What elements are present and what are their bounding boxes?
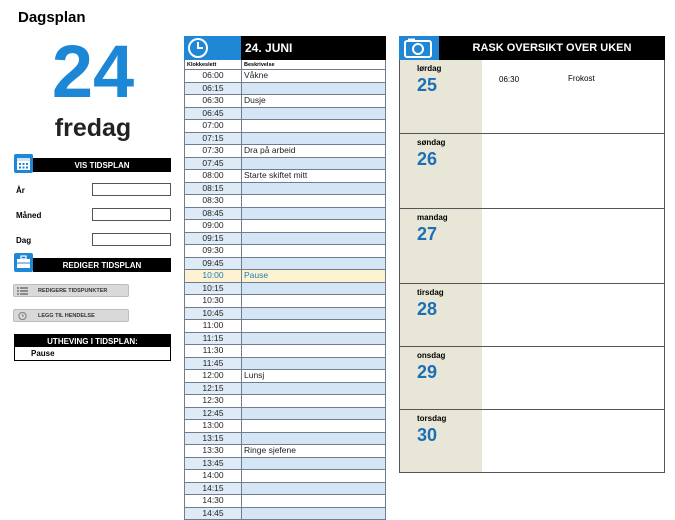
- day-name: lørdag: [417, 64, 442, 73]
- row-time: 07:30: [185, 145, 242, 157]
- table-row[interactable]: [184, 270, 386, 283]
- add-event-button[interactable]: [13, 309, 129, 322]
- row-description[interactable]: [242, 333, 385, 345]
- row-description[interactable]: Starte skiftet mitt: [244, 170, 308, 180]
- row-time: 13:15: [185, 433, 242, 445]
- row-time: 11:15: [185, 333, 242, 345]
- camera-icon: [399, 36, 439, 60]
- row-time: 09:30: [185, 245, 242, 257]
- table-row[interactable]: [184, 308, 386, 321]
- table-row[interactable]: [184, 170, 386, 183]
- table-row[interactable]: [184, 83, 386, 96]
- day-name: søndag: [417, 138, 446, 147]
- col-time-header: Klokkeslett: [185, 60, 242, 69]
- schedule-date: 24. JUNI: [245, 41, 293, 55]
- row-time: 14:15: [185, 483, 242, 495]
- table-row[interactable]: [184, 158, 386, 171]
- camera-icon-box: [399, 36, 439, 60]
- weekday-label: fredag: [54, 114, 132, 142]
- month-label: Måned: [16, 211, 42, 220]
- row-description[interactable]: [242, 458, 385, 470]
- row-description[interactable]: [242, 158, 385, 170]
- week-day-0[interactable]: [400, 60, 664, 134]
- table-row[interactable]: [184, 433, 386, 446]
- table-row[interactable]: [184, 470, 386, 483]
- clock-icon: [17, 312, 28, 320]
- row-description[interactable]: [242, 358, 385, 370]
- row-time: 08:45: [185, 208, 242, 220]
- row-time: 06:30: [185, 95, 242, 107]
- row-time: 12:15: [185, 383, 242, 395]
- year-label: År: [16, 186, 25, 195]
- table-row[interactable]: [184, 445, 386, 458]
- row-description[interactable]: [242, 83, 385, 95]
- table-row[interactable]: [184, 495, 386, 508]
- row-time: 14:30: [185, 495, 242, 507]
- row-time: 10:30: [185, 295, 242, 307]
- highlight-header: UTHEVING I TIDSPLAN:: [15, 335, 170, 347]
- event-description: Frokost: [568, 74, 595, 83]
- edit-times-label: REDIGERE TIDSPUNKTER: [38, 287, 108, 294]
- row-description[interactable]: [242, 233, 385, 245]
- row-description[interactable]: [242, 120, 385, 132]
- table-row[interactable]: [184, 370, 386, 383]
- edit-schedule-header: REDIGER TIDSPLAN: [33, 258, 171, 272]
- row-time: 10:45: [185, 308, 242, 320]
- row-description[interactable]: [242, 283, 385, 295]
- table-row[interactable]: [184, 383, 386, 396]
- row-time: 06:15: [185, 83, 242, 95]
- row-time: 07:00: [185, 120, 242, 132]
- row-time: 09:45: [185, 258, 242, 270]
- clock-icon: [184, 36, 241, 60]
- day-name: tirsdag: [417, 288, 444, 297]
- row-time: 11:00: [185, 320, 242, 332]
- row-description[interactable]: [242, 220, 385, 232]
- week-day-3[interactable]: [400, 284, 664, 347]
- table-row[interactable]: [184, 70, 386, 83]
- row-description[interactable]: Pause: [242, 270, 385, 282]
- table-row[interactable]: [184, 258, 386, 271]
- week-day-5[interactable]: [400, 410, 664, 472]
- row-time: 10:15: [185, 283, 242, 295]
- row-description[interactable]: Dusje: [244, 95, 266, 105]
- row-description[interactable]: Lunsj: [244, 370, 265, 380]
- row-description[interactable]: [242, 483, 385, 495]
- table-row[interactable]: [184, 333, 386, 346]
- row-description[interactable]: [242, 383, 385, 395]
- calendar-icon: [14, 154, 33, 173]
- row-time: 08:30: [185, 195, 242, 207]
- year-field[interactable]: [92, 183, 171, 196]
- table-row[interactable]: [184, 220, 386, 233]
- row-description[interactable]: [242, 345, 385, 357]
- row-time: 14:45: [185, 508, 242, 520]
- toolbox-icon: [14, 253, 33, 272]
- week-day-2[interactable]: [400, 209, 664, 284]
- highlight-box: [14, 334, 171, 361]
- day-number-label: 29: [417, 362, 438, 382]
- table-row[interactable]: [184, 508, 386, 520]
- row-description[interactable]: [242, 433, 385, 445]
- row-time: 08:15: [185, 183, 242, 195]
- row-description[interactable]: [242, 108, 385, 120]
- row-time: 08:00: [185, 170, 242, 182]
- table-row[interactable]: [184, 345, 386, 358]
- row-description[interactable]: [242, 308, 385, 320]
- col-desc-header: Beskrivelse: [244, 62, 275, 68]
- table-row[interactable]: [184, 458, 386, 471]
- table-row[interactable]: [184, 283, 386, 296]
- table-row[interactable]: [184, 145, 386, 158]
- row-description[interactable]: [242, 470, 385, 482]
- row-description[interactable]: [242, 258, 385, 270]
- day-field[interactable]: [92, 233, 171, 246]
- row-description[interactable]: [242, 420, 385, 432]
- table-row[interactable]: [184, 108, 386, 121]
- table-row[interactable]: [184, 195, 386, 208]
- row-time: 06:45: [185, 108, 242, 120]
- week-title: RASK OVERSIKT OVER UKEN: [472, 42, 632, 54]
- schedule-header: [184, 36, 386, 60]
- day-number-label: 28: [417, 299, 438, 319]
- row-time: 06:00: [185, 70, 242, 82]
- day-name: onsdag: [417, 351, 446, 360]
- row-description[interactable]: [242, 295, 385, 307]
- row-time: 12:30: [185, 395, 242, 407]
- clock-icon-box: [184, 36, 241, 60]
- row-description[interactable]: [242, 208, 385, 220]
- list-icon: [17, 287, 28, 295]
- table-row[interactable]: [184, 358, 386, 371]
- row-description[interactable]: [242, 508, 385, 520]
- view-schedule-header: VIS TIDSPLAN: [33, 158, 171, 172]
- schedule-column-headers: [184, 60, 386, 70]
- week-grid: [399, 60, 665, 473]
- day-name: mandag: [417, 213, 448, 222]
- row-time: 10:00: [185, 270, 242, 282]
- event-time: 06:30: [499, 75, 520, 84]
- table-row[interactable]: [184, 395, 386, 408]
- week-day-1[interactable]: [400, 134, 664, 209]
- row-description[interactable]: [242, 395, 385, 407]
- table-row[interactable]: [184, 183, 386, 196]
- table-row[interactable]: [184, 120, 386, 133]
- row-description[interactable]: [242, 495, 385, 507]
- row-time: 13:00: [185, 420, 242, 432]
- row-time: 12:00: [185, 370, 242, 382]
- row-description[interactable]: Dra på arbeid: [244, 145, 296, 155]
- add-event-label: LEGG TIL HENDELSE: [38, 312, 95, 319]
- row-time: 07:45: [185, 158, 242, 170]
- schedule-table: [184, 70, 386, 520]
- row-time: 07:15: [185, 133, 242, 145]
- table-row[interactable]: [184, 233, 386, 246]
- row-description[interactable]: [242, 183, 385, 195]
- row-time: 11:30: [185, 345, 242, 357]
- table-row[interactable]: [184, 245, 386, 258]
- table-row[interactable]: [184, 420, 386, 433]
- row-time: 13:30: [185, 445, 242, 457]
- edit-times-button[interactable]: [13, 284, 129, 297]
- table-row[interactable]: [184, 295, 386, 308]
- row-description[interactable]: [242, 195, 385, 207]
- row-time: 14:00: [185, 470, 242, 482]
- row-time: 11:45: [185, 358, 242, 370]
- week-day-4[interactable]: [400, 347, 664, 410]
- day-name: torsdag: [417, 414, 447, 423]
- day-number: 24: [51, 30, 135, 113]
- day-number-label: 30: [417, 425, 438, 445]
- week-header: [399, 36, 665, 60]
- row-description[interactable]: Våkne: [244, 70, 269, 80]
- table-row[interactable]: [184, 208, 386, 221]
- table-row[interactable]: [184, 95, 386, 108]
- row-description[interactable]: [242, 245, 385, 257]
- month-field[interactable]: [92, 208, 171, 221]
- row-time: 09:00: [185, 220, 242, 232]
- day-number-label: 27: [417, 224, 438, 244]
- app-title: Dagsplan: [18, 9, 86, 26]
- table-row[interactable]: [184, 133, 386, 146]
- day-label: Dag: [16, 236, 32, 245]
- row-time: 09:15: [185, 233, 242, 245]
- row-time: 13:45: [185, 458, 242, 470]
- row-description[interactable]: [242, 133, 385, 145]
- table-row[interactable]: [184, 320, 386, 333]
- row-time: 12:45: [185, 408, 242, 420]
- row-description[interactable]: Ringe sjefene: [244, 445, 296, 455]
- row-description[interactable]: [242, 408, 385, 420]
- row-description[interactable]: [242, 320, 385, 332]
- day-number-label: 25: [417, 75, 438, 95]
- highlight-value[interactable]: Pause: [31, 349, 55, 358]
- table-row[interactable]: [184, 483, 386, 496]
- table-row[interactable]: [184, 408, 386, 421]
- day-number-label: 26: [417, 149, 438, 169]
